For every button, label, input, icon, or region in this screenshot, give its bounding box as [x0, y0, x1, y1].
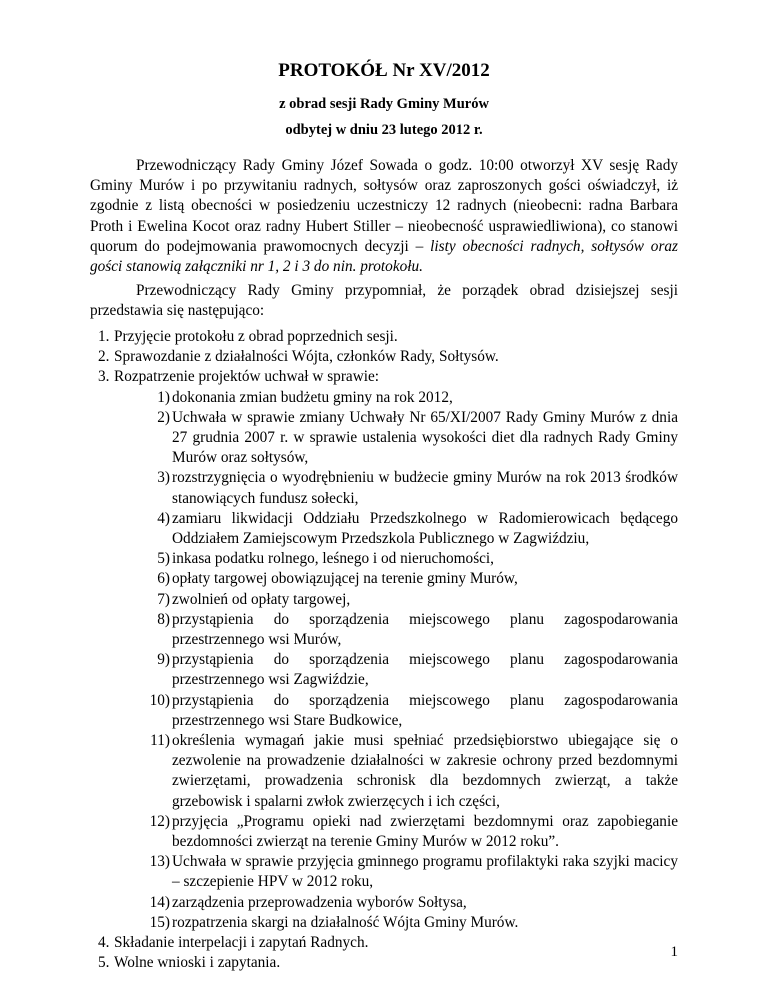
resolution-text: przystąpienia do sporządzenia miejscowego planu zagospodarowania przestrzennego wsi Stare Budkowice, — [172, 691, 678, 729]
page-number: 1 — [670, 944, 678, 960]
resolution-number: 8) — [157, 610, 170, 628]
document-subtitle-date: odbytej w dniu 23 lutego 2012 r. — [285, 122, 483, 138]
resolution-number: 11) — [150, 732, 170, 750]
agenda-item-text: Przyjęcie protokołu z obrad poprzednich sesji. — [114, 328, 398, 345]
intro-text: Przewodniczący Rady Gminy Józef Sowada o godz. 10:00 otworzył XV sesję Rady Gminy Murów i po przywitaniu radnych, sołtysów oraz zaproszonych gości oświadczył, iż zgodnie z listą obecności w posiedzeniu uczestniczy 12 radnych (nieobecni: radna Barbara Proth i Ewelina Kocot oraz radny Hubert Stiller – nieobecność usprawiedliwiona), co stanowi quorum do podejmowania prawomocnych decyzji — [90, 157, 678, 255]
resolution-text: zamiaru likwidacji Oddziału Przedszkolnego w Radomierowicach będącego Oddziałem Zamiejscowym Przedszkola Publicznego w Zagwiździu, — [172, 509, 678, 548]
resolution-number: 13) — [149, 853, 170, 871]
resolution-text: dokonania zmian budżetu gminy na rok 2012, — [172, 388, 453, 406]
resolution-item-6 — [114, 569, 678, 589]
agenda-item-number: 1. — [98, 328, 110, 345]
resolution-number: 4) — [157, 509, 170, 527]
resolution-item-1 — [114, 388, 678, 408]
resolution-number: 6) — [157, 570, 170, 588]
resolution-text: przystąpienia do sporządzenia miejscowego planu zagospodarowania przestrzennego wsi Murów, — [172, 610, 678, 649]
resolution-text: zarządzenia przeprowadzenia wyborów Sołtysa, — [172, 893, 467, 911]
intro-attachments-note: – listy obecności radnych, sołtysów oraz gości stanowią załączniki nr 1, 2 i 3 do nin. protokołu. — [90, 237, 678, 276]
resolution-item-7 — [114, 590, 678, 610]
resolution-text: przystąpienia do sporządzenia miejscowego planu zagospodarowania przestrzennego wsi Zagwiździe, — [172, 651, 678, 689]
resolution-text: opłaty targowej obowiązującej na terenie gminy Murów, — [172, 570, 518, 588]
agenda-item-5 — [90, 953, 678, 973]
agenda-item-text: Wolne wnioski i zapytania. — [114, 954, 281, 972]
intro-paragraph — [90, 156, 678, 277]
agenda-item-1 — [90, 327, 678, 347]
resolutions-list — [114, 388, 678, 933]
resolution-item-4 — [114, 509, 678, 549]
resolution-text: rozstrzygnięcia o wyodrębnieniu w budżecie gminy Murów na rok 2013 środków stanowiących fundusz sołecki, — [172, 469, 678, 507]
agenda-item-text: Sprawozdanie z działalności Wójta, członków Rady, Sołtysów. — [114, 348, 499, 366]
resolution-item-9 — [114, 650, 678, 690]
resolution-item-14 — [114, 893, 678, 913]
resolution-item-8 — [114, 610, 678, 650]
resolution-number: 1) — [157, 388, 170, 406]
agenda-item-number: 3. — [98, 368, 110, 386]
resolution-item-12 — [114, 812, 678, 852]
agenda-item-2 — [90, 347, 678, 367]
resolution-item-10 — [114, 691, 678, 731]
resolution-text: przyjęcia „Programu opieki nad zwierzętami bezdomnymi oraz zapobieganie bezdomności zwierząt na terenie Gminy Murów w 2012 roku”. — [172, 812, 678, 851]
resolution-number: 7) — [157, 590, 170, 608]
resolution-text: zwolnień od opłaty targowej, — [172, 590, 351, 608]
agenda-item-number: 2. — [98, 348, 110, 366]
resolution-item-3 — [114, 468, 678, 508]
agenda-item-number: 4. — [98, 934, 110, 952]
agenda-item-number: 5. — [98, 954, 110, 972]
resolution-number: 12) — [149, 812, 170, 830]
agenda-list — [90, 327, 678, 974]
resolution-text: inkasa podatku rolnego, leśnego i od nieruchomości, — [172, 550, 495, 568]
agenda-item-text: Rozpatrzenie projektów uchwał w sprawie: — [114, 368, 380, 386]
resolution-text: Uchwała w sprawie zmiany Uchwały Nr 65/XI/2007 Rady Gminy Murów z dnia 27 grudnia 2007 r. w sprawie ustalenia wysokości diet dla radnych Rady Gminy Murów oraz sołtysów, — [172, 408, 678, 467]
resolution-item-2 — [114, 408, 678, 469]
resolution-item-5 — [114, 549, 678, 569]
resolution-text: Uchwała w sprawie przyjęcia gminnego programu profilaktyki raka szyjki macicy – szczepienie HPV w 2012 roku, — [172, 853, 678, 891]
resolution-item-15 — [114, 913, 678, 933]
resolution-number: 10) — [149, 691, 170, 709]
resolution-number: 5) — [157, 550, 170, 568]
resolution-number: 9) — [157, 651, 170, 669]
resolution-text: określenia wymagań jakie musi spełniać przedsiębiorstwo ubiegające się o zezwolenie na prowadzenie działalności w zakresie ochrony przed bezdomnymi zwierzętami, prowadzenia schronisk dla bezdomnych zwierząt, a także grzebowisk i spalarni zwłok zwierzęcych i ich części, — [172, 732, 678, 810]
resolution-number: 14) — [149, 893, 170, 911]
resolution-item-11 — [114, 731, 678, 812]
resolution-item-13 — [114, 852, 678, 892]
agenda-item-text: Składanie interpelacji i zapytań Radnych. — [114, 934, 369, 952]
agenda-item-4 — [90, 933, 678, 953]
agenda-intro-paragraph: Przewodniczący Rady Gminy przypomniał, że porządek obrad dzisiejszej sesji przedstawia się następująco: — [90, 282, 678, 320]
agenda-item-3 — [90, 367, 678, 933]
resolution-number: 3) — [157, 469, 170, 487]
resolution-number: 15) — [149, 913, 170, 931]
resolution-text: rozpatrzenia skargi na działalność Wójta Gminy Murów. — [172, 913, 519, 931]
document-title: PROTOKÓŁ Nr XV/2012 — [278, 60, 490, 81]
resolution-number: 2) — [157, 408, 170, 426]
document-subtitle-session: z obrad sesji Rady Gminy Murów — [279, 96, 489, 112]
